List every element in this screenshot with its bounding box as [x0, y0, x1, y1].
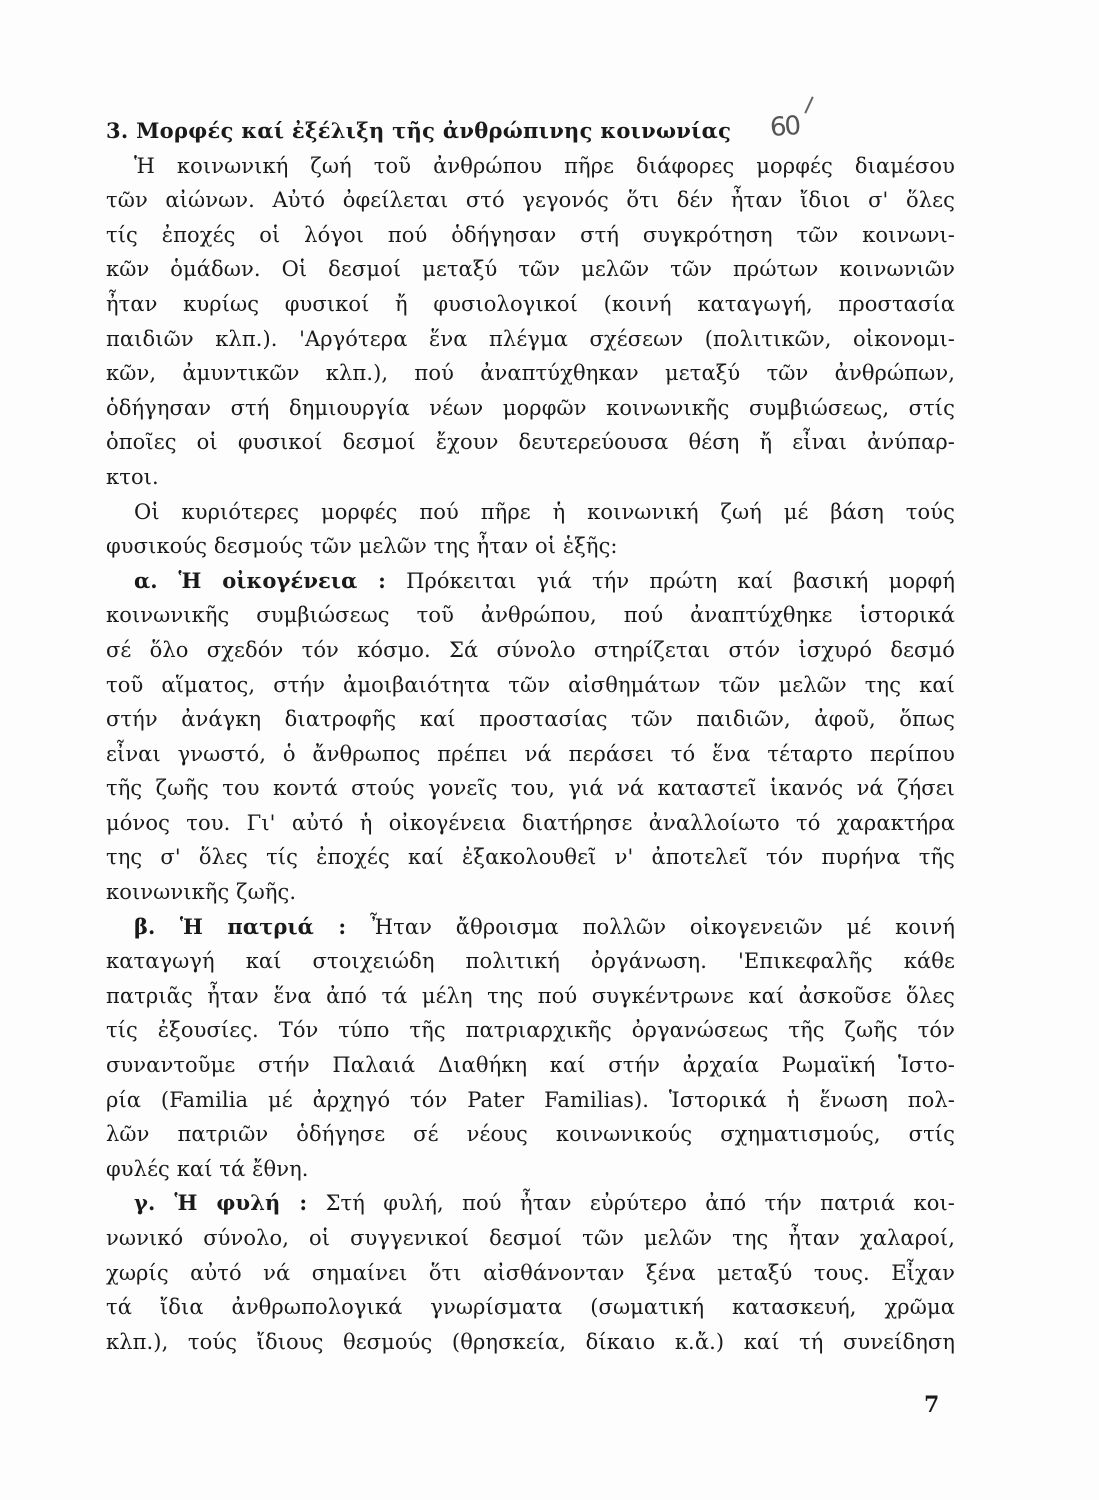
handwritten-tick-mark [804, 96, 813, 113]
section-c-line: κλπ.), τούς ἴδιους θεσμούς (θρησκεία, δίκαιο κ.ἄ.) καί τή συνείδηση [106, 1329, 955, 1354]
section-a-line: τοῦ αἵματος, στήν ἀμοιβαιότητα τῶν αἰσθημάτων τῶν μελῶν της καί [106, 672, 955, 697]
section-b-first-line-text: Ἦταν ἄθροισμα πολλῶν οἰκογενειῶν μέ κοινή [370, 914, 956, 939]
section-a-line: κοινωνικῆς συμβιώσεως τοῦ ἀνθρώπου, πού ἀναπτύχθηκε ἱστορικά [106, 603, 955, 628]
section-a-first-line [106, 564, 955, 599]
section-c-first-line-text: Στή φυλή, πού ἦταν εὐρύτερο ἀπό τήν πατριά κοι- [325, 1191, 955, 1216]
section-a-line: τῆς ζωῆς του κοντά στούς γονεῖς του, γιά νά καταστεῖ ἱκανός νά ζήσει [106, 776, 955, 801]
section-b-heading: β. Ἡ πατριά : [134, 913, 347, 939]
section-c-line: χωρίς αὐτό νά σημαίνει ὅτι αἰσθάνονταν ξένα μεταξύ τους. Εἶχαν [106, 1260, 955, 1285]
handwritten-annotation: 60 [768, 111, 801, 143]
section-b-line: συναντοῦμε στήν Παλαιά Διαθήκη καί στήν ἀρχαία Ρωμαϊκή Ἱστο- [106, 1053, 955, 1078]
section-c-first-line [106, 1186, 955, 1221]
page-number: 7 [924, 1392, 940, 1418]
paragraph-1-line: Ἡ κοινωνική ζωή τοῦ ἀνθρώπου πῆρε διάφορες μορφές διαμέσου [134, 153, 955, 178]
paragraph-1-line: κῶν ὁμάδων. Οἱ δεσμοί μεταξύ τῶν μελῶν τῶν πρώτων κοινωνιῶν [106, 257, 955, 282]
section-a-line: στήν ἀνάγκη διατροφῆς καί προστασίας τῶν παιδιῶν, ἀφοῦ, ὅπως [106, 707, 955, 732]
section-b-line: καταγωγή καί στοιχειώδη πολιτική ὀργάνωση. 'Επικεφαλῆς κάθε [106, 949, 955, 974]
paragraph-2-line: Οἱ κυριότερες μορφές πού πῆρε ἡ κοινωνική ζωή μέ βάση τούς [134, 499, 955, 524]
section-a-line: εἶναι γνωστό, ὁ ἄνθρωπος πρέπει νά περάσει τό ἕνα τέταρτο περίπου [106, 741, 955, 766]
paragraph-1-line: ὁποῖες οἱ φυσικοί δεσμοί ἔχουν δευτερεύουσα θέση ἤ εἶναι ἀνύπαρ- [106, 430, 955, 455]
section-c-line: νωνικό σύνολο, οἱ συγγενικοί δεσμοί τῶν μελῶν της ἦταν χαλαροί, [106, 1226, 955, 1250]
section-b-line: πατριᾶς ἦταν ἕνα ἀπό τά μέλη της πού συγκέντρωνε καί ἀσκοῦσε ὅλες [106, 983, 955, 1008]
section-c-heading: γ. Ἡ φυλή : [134, 1190, 308, 1216]
paragraph-1-line: κῶν, ἀμυντικῶν κλπ.), πού ἀναπτύχθηκαν μεταξύ τῶν ἀνθρώπων, [106, 361, 955, 386]
section-b-line: τίς ἐξουσίες. Τόν τύπο τῆς πατριαρχικῆς ὀργανώσεως τῆς ζωῆς τόν [106, 1018, 955, 1043]
section-title: 3. Μορφές καί ἐξέλιξη τῆς ἀνθρώπινης κοινωνίας [106, 118, 732, 143]
section-a-first-line-text: Πρόκειται γιά τήν πρώτη καί βασική μορφή [406, 568, 955, 593]
section-a-line: κοινωνικῆς ζωῆς. [106, 880, 297, 905]
section-a-line: μόνος του. Γι' αὐτό ἡ οἰκογένεια διατήρησε ἀναλλοίωτο τό χαρακτήρα [106, 810, 955, 835]
section-c-line: τά ἴδια ἀνθρωπολογικά γνωρίσματα (σωματική κατασκευή, χρῶμα [106, 1295, 955, 1320]
paragraph-1-line: ἦταν κυρίως φυσικοί ἤ φυσιολογικοί (κοινή καταγωγή, προστασία [106, 291, 955, 316]
paragraph-2-line: φυσικούς δεσμούς τῶν μελῶν της ἦταν οἱ ἑξῆς: [106, 534, 618, 559]
paragraph-1-line: τῶν αἰώνων. Αὐτό ὀφείλεται στό γεγονός ὅτι δέν ἦταν ἴδιοι σ' ὅλες [106, 188, 955, 213]
paragraph-1-line: κτοι. [106, 464, 159, 489]
paragraph-1-line: τίς ἐποχές οἱ λόγοι πού ὁδήγησαν στή συγκρότηση τῶν κοινωνι- [106, 222, 955, 247]
section-b-line: φυλές καί τά ἔθνη. [106, 1156, 309, 1181]
section-b-line: λῶν πατριῶν ὁδήγησε σέ νέους κοινωνικούς σχηματισμούς, στίς [106, 1122, 955, 1147]
section-b-first-line [106, 910, 955, 945]
section-a-heading: α. Ἡ οἰκογένεια : [134, 567, 386, 593]
section-b-line: ρία (Familia μέ ἀρχηγό τόν Pater Familias). Ἱστορικά ἡ ἕνωση πολ- [106, 1087, 955, 1112]
section-a-line: της σ' ὅλες τίς ἐποχές καί ἐξακολουθεῖ ν' ἀποτελεῖ τόν πυρήνα τῆς [106, 845, 955, 870]
paragraph-1-line: παιδιῶν κλπ.). 'Αργότερα ἕνα πλέγμα σχέσεων (πολιτικῶν, οἰκονομι- [106, 326, 955, 351]
text-block [106, 114, 955, 1359]
paragraph-1-line: ὁδήγησαν στή δημιουργία νέων μορφῶν κοινωνικῆς συμβιώσεως, στίς [106, 395, 955, 420]
section-a-line: σέ ὅλο σχεδόν τόν κόσμο. Σά σύνολο στηρίζεται στόν ἰσχυρό δεσμό [106, 637, 955, 662]
